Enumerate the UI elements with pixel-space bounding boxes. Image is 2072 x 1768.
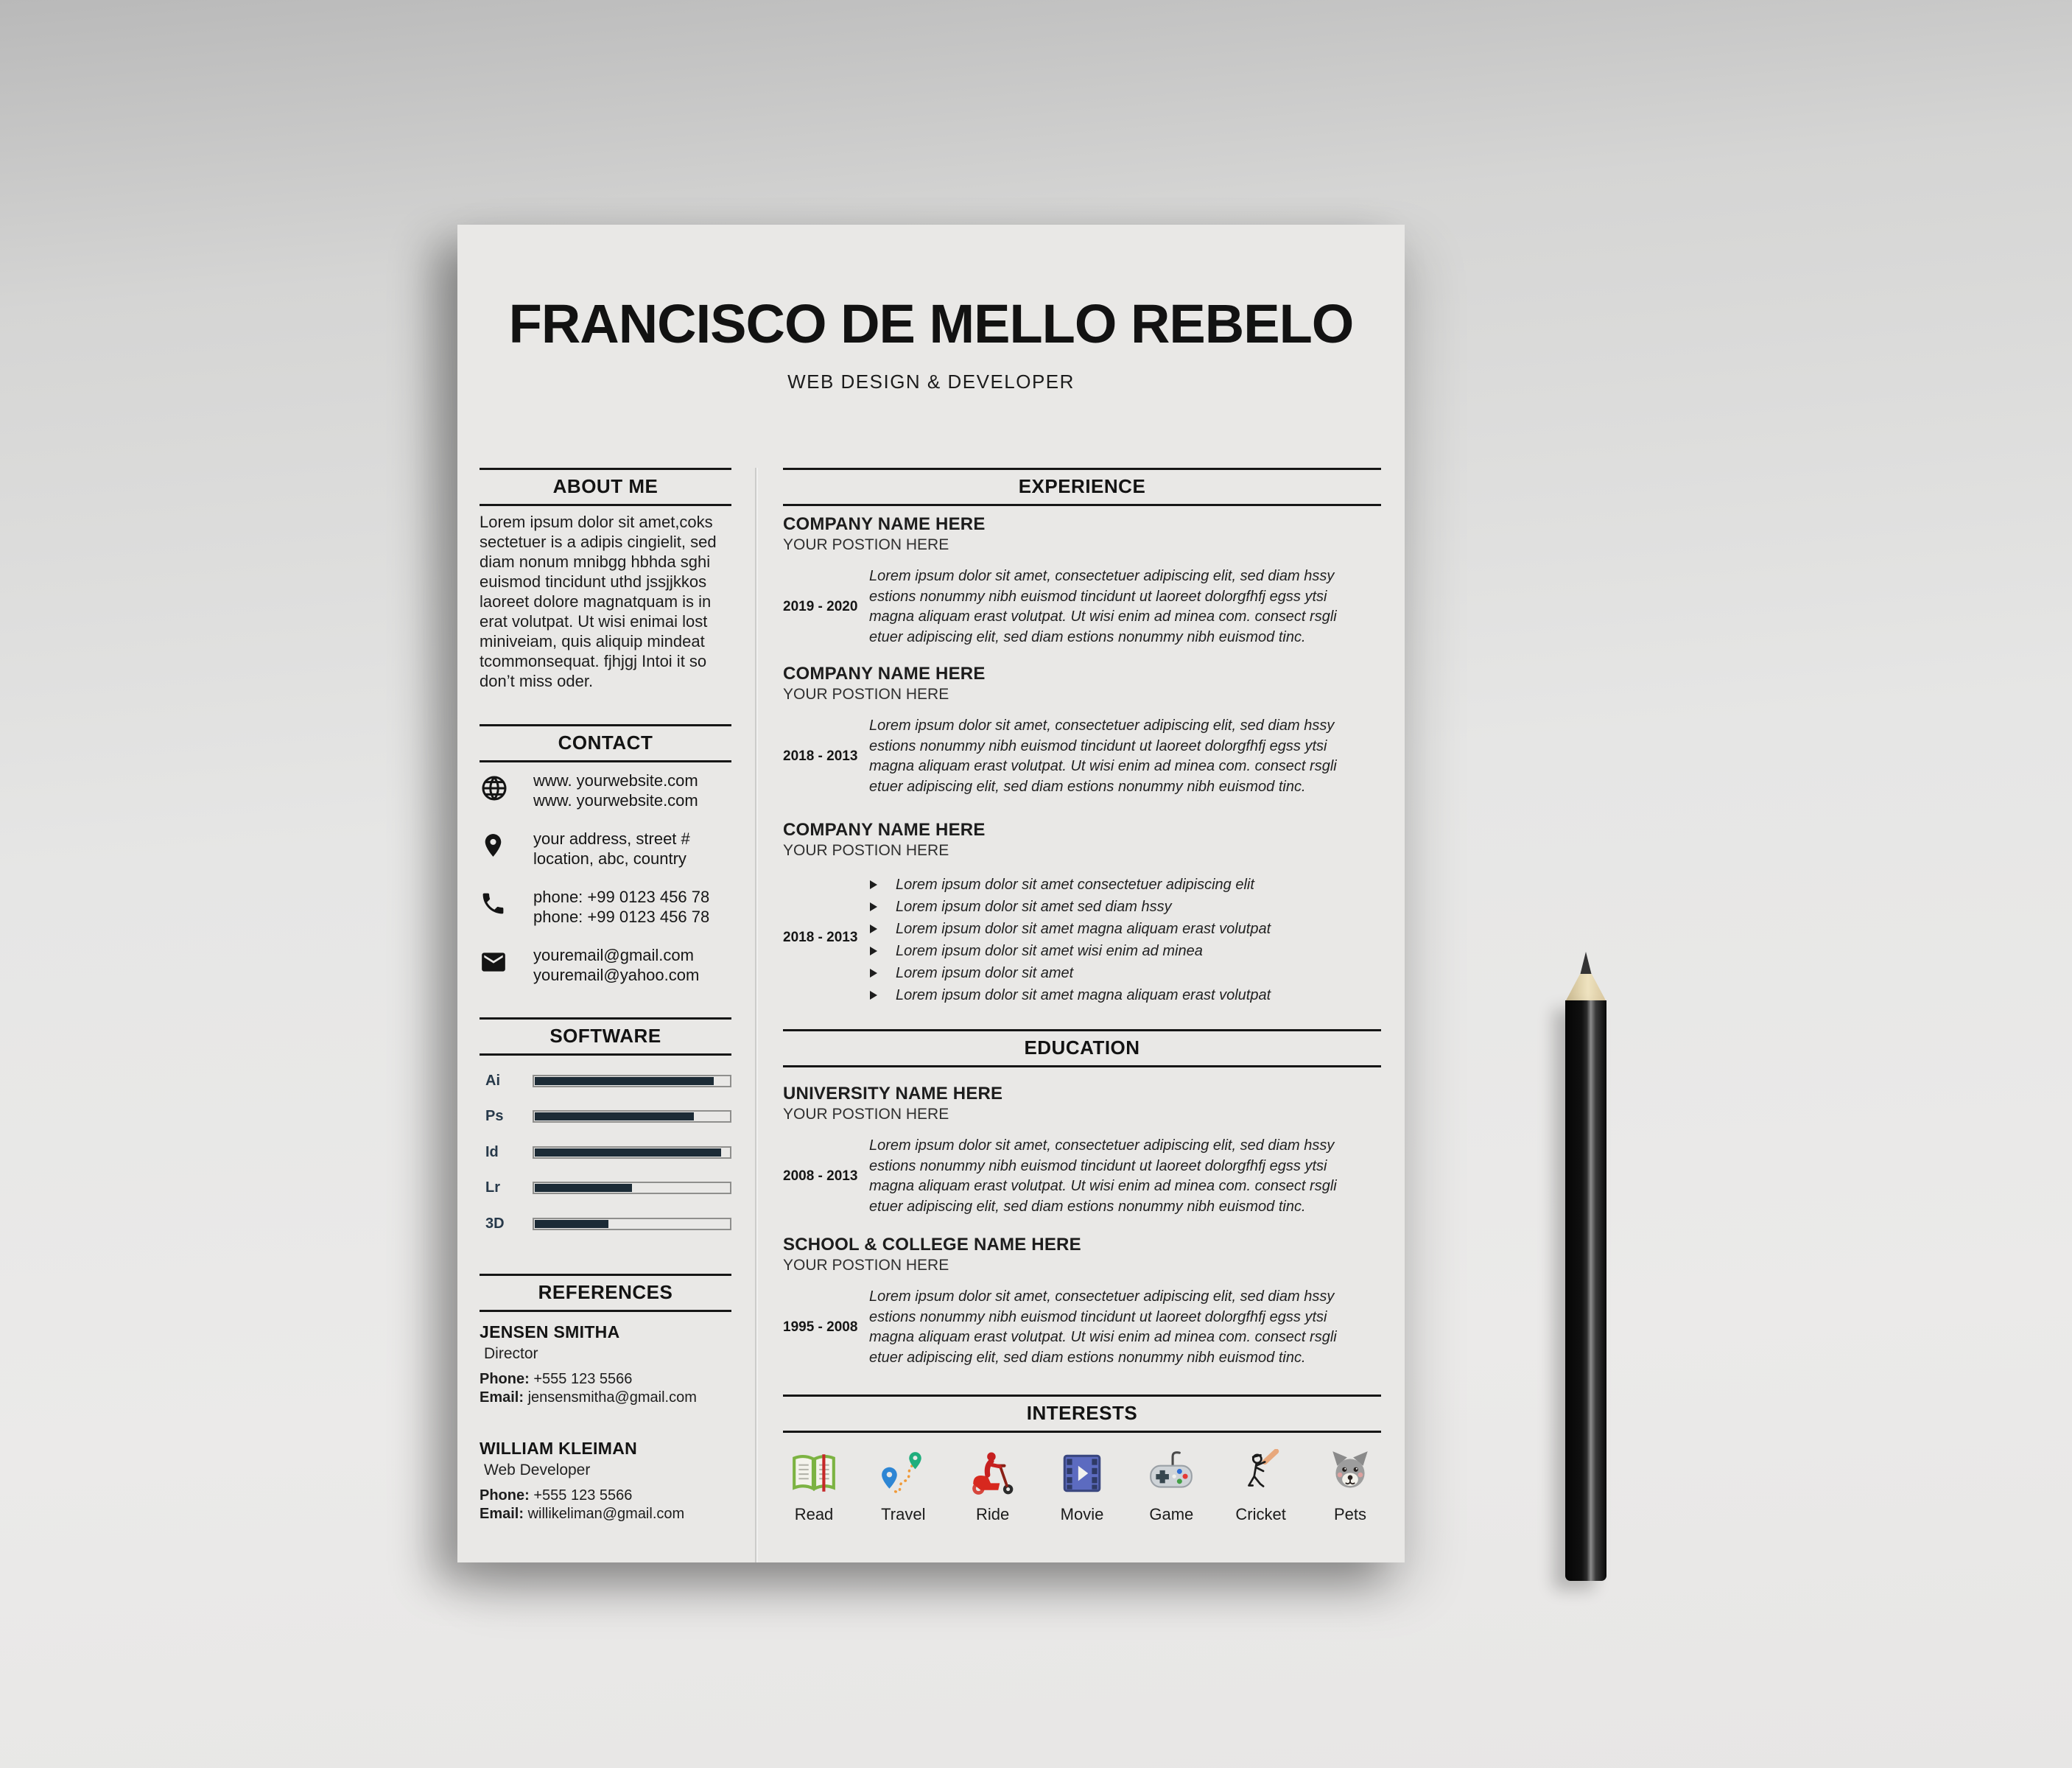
position-title: YOUR POSTION HERE: [783, 1257, 949, 1274]
entry-dates: 2019 - 2020: [783, 599, 858, 614]
reference-email-label: Email:: [480, 1389, 524, 1406]
reference-person: [480, 1439, 731, 1523]
bullet-item: Lorem ipsum dolor sit amet magna aliquam erast volutpat: [869, 984, 1372, 1006]
entry-dates: 2018 - 2013: [783, 930, 858, 945]
references-heading: REFERENCES: [480, 1274, 731, 1312]
education-heading: EDUCATION: [783, 1029, 1381, 1067]
pencil-body: [1565, 1000, 1606, 1581]
experience-entry: [783, 664, 1381, 797]
entry-dates: 2018 - 2013: [783, 748, 858, 764]
interest-movie: [1051, 1449, 1113, 1524]
skill-bar-3d: [533, 1218, 731, 1230]
position-title: YOUR POSTION HERE: [783, 536, 949, 553]
reference-role: Director: [484, 1345, 538, 1362]
about-text: Lorem ipsum dolor sit amet,coks sectetuer is a adipis cingielit, sed diam nonum mnibgg hbhda sghi euismod tincidunt uthd jssjjkkos laoreet dolore magnatquam is in erat volutpat. Ut wisi enimai lost miniveiam, quis aliquip mindeat tcommonsequat. fjhjgj Intoi it so don’t miss oder.: [480, 513, 717, 690]
contact-row-email: [480, 946, 731, 985]
reference-email: jensensmitha@gmail.com: [527, 1389, 697, 1406]
interest-label: Movie: [1060, 1505, 1104, 1523]
phone-line-2: phone: +99 0123 456 78: [533, 907, 710, 926]
contact-row-phone: [480, 888, 731, 927]
film-icon: [1058, 1449, 1106, 1498]
globe-icon: [480, 774, 509, 807]
interest-label: Ride: [976, 1505, 1010, 1523]
skill-list: [480, 1063, 731, 1242]
software-heading: SOFTWARE: [480, 1017, 731, 1056]
entry-description: Lorem ipsum dolor sit amet, consectetuer adipiscing elit, sed diam hssy estions nonummy nibh euismod tincidunt ut laoreet dolorgfhfj egss ytsi magna aliquam erast volutpat. Ut wisi enim ad minea com. consect rsgli etuer adipiscing elit, sed diam estions nonummy nibh euismod tinc.: [869, 1288, 1337, 1366]
interest-label: Travel: [881, 1505, 926, 1523]
bullet-item: Lorem ipsum dolor sit amet magna aliquam erast volutpat: [869, 918, 1372, 940]
contact-heading: CONTACT: [480, 724, 731, 762]
skill-bar-id: [533, 1146, 731, 1159]
skill-row-3d: [480, 1206, 731, 1242]
cricket-icon: [1237, 1449, 1285, 1498]
arrow-bullet-icon: [869, 990, 879, 1000]
interest-ride: [962, 1449, 1024, 1524]
reference-email-label: Email:: [480, 1506, 524, 1522]
scooter-icon: [969, 1449, 1017, 1498]
email-line-1: youremail@gmail.com: [533, 946, 694, 964]
education-entry: [783, 1084, 1381, 1217]
school-name: UNIVERSITY NAME HERE: [783, 1084, 1003, 1104]
bullet-item: Lorem ipsum dolor sit amet wisi enim ad minea: [869, 940, 1372, 962]
address-line-1: your address, street #: [533, 829, 690, 848]
skill-label: 3D: [485, 1215, 505, 1232]
reference-phone-label: Phone:: [480, 1487, 530, 1504]
experience-heading: EXPERIENCE: [783, 468, 1381, 506]
reference-name: WILLIAM KLEIMAN: [480, 1439, 638, 1458]
reference-phone: +555 123 5566: [533, 1487, 633, 1504]
about-heading: ABOUT ME: [480, 468, 731, 506]
skill-label: Lr: [485, 1179, 500, 1196]
arrow-bullet-icon: [869, 902, 879, 912]
interest-label: Pets: [1333, 1505, 1366, 1523]
candidate-title: WEB DESIGN & DEVELOPER: [787, 371, 1075, 393]
pencil: [1563, 952, 1609, 1582]
interest-label: Read: [794, 1505, 834, 1523]
pencil-wood-cone: [1565, 974, 1606, 1002]
location-pin-icon: [480, 832, 509, 863]
skill-row-ai: [480, 1063, 731, 1099]
reference-role: Web Developer: [484, 1462, 591, 1478]
experience-entry: [783, 514, 1381, 648]
main-column: [783, 468, 1381, 1562]
skill-bar-lr: [533, 1182, 731, 1194]
interest-pets: [1319, 1449, 1381, 1524]
education-entry: [783, 1235, 1381, 1368]
phone-line-1: phone: +99 0123 456 78: [533, 888, 710, 906]
company-name: COMPANY NAME HERE: [783, 664, 986, 684]
interest-travel: [872, 1449, 934, 1524]
arrow-bullet-icon: [869, 968, 879, 978]
entry-dates: 2008 - 2013: [783, 1168, 858, 1184]
interest-game: [1140, 1449, 1202, 1524]
book-icon: [790, 1449, 838, 1498]
bullet-item: Lorem ipsum dolor sit amet sed diam hssy: [869, 896, 1372, 918]
skill-row-lr: [480, 1171, 731, 1207]
position-title: YOUR POSTION HERE: [783, 842, 949, 859]
interest-label: Game: [1149, 1505, 1194, 1523]
position-title: YOUR POSTION HERE: [783, 686, 949, 703]
website-line-2: www. yourwebsite.com: [533, 790, 698, 810]
interest-label: Cricket: [1235, 1505, 1286, 1523]
reference-person: [480, 1322, 731, 1407]
address-line-2: location, abc, country: [533, 849, 686, 868]
email-line-2: youremail@yahoo.com: [533, 965, 700, 984]
envelope-icon: [480, 948, 509, 980]
website-line-1: www. yourwebsite.com: [533, 771, 698, 790]
position-title: YOUR POSTION HERE: [783, 1106, 949, 1123]
contact-list: [480, 771, 731, 1004]
interest-cricket: [1230, 1449, 1292, 1524]
column-divider: [755, 468, 759, 1562]
skill-bar-ps: [533, 1110, 731, 1123]
contact-row-website: [480, 771, 731, 810]
school-name: SCHOOL & COLLEGE NAME HERE: [783, 1235, 1081, 1255]
arrow-bullet-icon: [869, 946, 879, 956]
reference-phone-label: Phone:: [480, 1371, 530, 1387]
candidate-name: FRANCISCO DE MELLO REBELO: [508, 293, 1354, 354]
experience-entry: [783, 820, 1381, 1006]
map-route-icon: [879, 1449, 927, 1498]
skill-label: Id: [485, 1143, 499, 1160]
pencil-lead-tip: [1580, 952, 1592, 975]
phone-icon: [480, 890, 509, 921]
contact-row-address: [480, 829, 731, 869]
skill-row-ps: [480, 1099, 731, 1135]
interests-heading: INTERESTS: [783, 1395, 1381, 1433]
skill-row-id: [480, 1134, 731, 1171]
skill-label: Ai: [485, 1072, 500, 1089]
entry-dates: 1995 - 2008: [783, 1319, 858, 1335]
dog-icon: [1326, 1449, 1374, 1498]
entry-description: Lorem ipsum dolor sit amet, consectetuer adipiscing elit, sed diam hssy estions nonummy nibh euismod tincidunt ut laoreet dolorgfhfj egss ytsi magna aliquam erast volutpat. Ut wisi enim ad minea com. consect rsgli etuer adipiscing elit, sed diam estions nonummy nibh euismod tinc.: [869, 568, 1337, 645]
bullet-item: Lorem ipsum dolor sit amet consectetuer adipiscing elit: [869, 874, 1372, 896]
skill-bar-ai: [533, 1075, 731, 1087]
sidebar-column: [480, 468, 731, 1562]
reference-name: JENSEN SMITHA: [480, 1322, 620, 1341]
company-name: COMPANY NAME HERE: [783, 514, 986, 534]
bullet-item: Lorem ipsum dolor sit amet: [869, 962, 1372, 984]
reference-phone: +555 123 5566: [533, 1371, 633, 1387]
skill-label: Ps: [485, 1108, 504, 1125]
entry-description: Lorem ipsum dolor sit amet, consectetuer adipiscing elit, sed diam hssy estions nonummy nibh euismod tincidunt ut laoreet dolorgfhfj egss ytsi magna aliquam erast volutpat. Ut wisi enim ad minea com. consect rsgli etuer adipiscing elit, sed diam estions nonummy nibh euismod tinc.: [869, 718, 1337, 795]
interest-read: [783, 1449, 845, 1524]
reference-email: willikeliman@gmail.com: [527, 1506, 685, 1522]
arrow-bullet-icon: [869, 880, 879, 890]
entry-bullet-list: [869, 874, 1372, 1006]
arrow-bullet-icon: [869, 924, 879, 934]
resume-page: [457, 225, 1405, 1562]
entry-description: Lorem ipsum dolor sit amet, consectetuer adipiscing elit, sed diam hssy estions nonummy nibh euismod tincidunt ut laoreet dolorgfhfj egss ytsi magna aliquam erast volutpat. Ut wisi enim ad minea com. consect rsgli etuer adipiscing elit, sed diam estions nonummy nibh euismod tinc.: [869, 1137, 1337, 1215]
interests-list: [783, 1449, 1381, 1524]
company-name: COMPANY NAME HERE: [783, 820, 986, 840]
gamepad-icon: [1147, 1449, 1195, 1498]
